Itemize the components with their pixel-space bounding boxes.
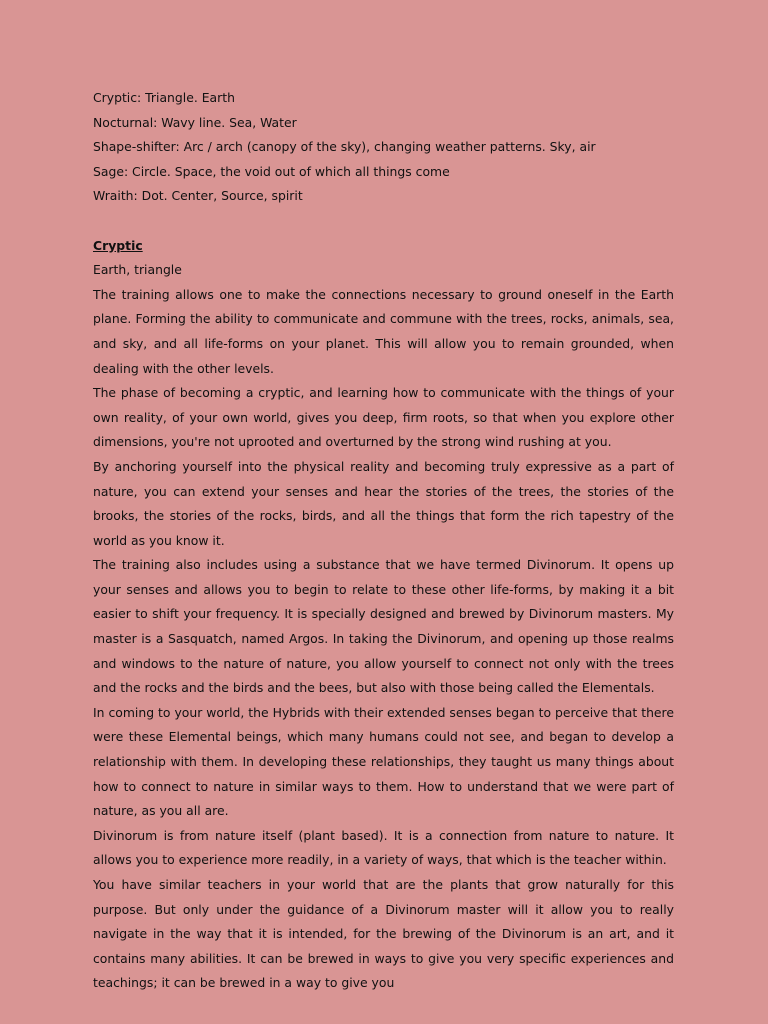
paragraph: You have similar teachers in your world that are the plants that grow naturally for this purpose. But only under the guidance of a Divinorum master will it allow you to really navigate in the way that it is intended, for the brewing of the Divinorum is an art, and it contains many abilities. It can be brewed in ways to give you very specific experiences and teachings; it can be brewed in a way to give you bbox=[93, 877, 674, 991]
symbol-line-wraith: Wraith: Dot. Center, Source, spirit bbox=[93, 188, 303, 204]
symbol-line-cryptic: Cryptic: Triangle. Earth bbox=[93, 90, 235, 105]
paragraph: In coming to your world, the Hybrids with their extended senses began to perceive that there were these Elemental beings, which many humans could not see, and began to develop a relationship with them. In developing these relationships, they taught us many things about how to connect to nature in similar ways to them. How to understand that we were part of nature, as you all are. bbox=[93, 704, 674, 819]
paragraph: Divinorum is from nature itself (plant based). It is a connection from nature to nature. It allows you to experience more readily, in a variety of ways, that which is the teacher within. bbox=[93, 827, 674, 868]
paragraph: By anchoring yourself into the physical reality and becoming truly expressive as a part of nature, you can extend your senses and hear the stories of the trees, the stories of the brooks, the stories of the rocks, birds, and all the things that form the rich tapestry of the world as you know it. bbox=[93, 458, 674, 548]
symbol-line-nocturnal: Nocturnal: Wavy line. Sea, Water bbox=[93, 114, 297, 130]
paragraph: The training also includes using a substance that we have termed Divinorum. It opens up your senses and allows you to begin to relate to these other life-forms, by making it a bit easier to shift your frequency. It is specially designed and brewed by Divinorum masters. My master is a Sasquatch, named Argos. In taking the Divinorum, and opening up those realms and windows to the nature of nature, you allow yourself to connect not only with the trees and the rocks and the birds and the bees, but also with those being called the Elementals. bbox=[93, 557, 674, 696]
symbol-line-shape-shifter: Shape-shifter: Arc / arch (canopy of the sky), changing weather patterns. Sky, air bbox=[93, 139, 596, 155]
paragraph: The phase of becoming a cryptic, and learning how to communicate with the things of your own reality, of your own world, gives you deep, firm roots, so that when you explore other dimensions, you're not uprooted and overturned by the strong wind rushing at you. bbox=[93, 385, 674, 450]
section-subheading: Earth, triangle bbox=[93, 262, 182, 278]
section-heading: Cryptic bbox=[93, 237, 143, 253]
symbol-line-sage: Sage: Circle. Space, the void out of which all things come bbox=[93, 163, 450, 179]
spacer bbox=[93, 209, 674, 234]
paragraph: The training allows one to make the connections necessary to ground oneself in the Earth plane. Forming the ability to communicate and commune with the trees, rocks, animals, sea, and sky, and all life-forms on your planet. This will allow you to remain grounded, when dealing with the other levels. bbox=[93, 286, 674, 376]
document-body bbox=[93, 86, 674, 996]
